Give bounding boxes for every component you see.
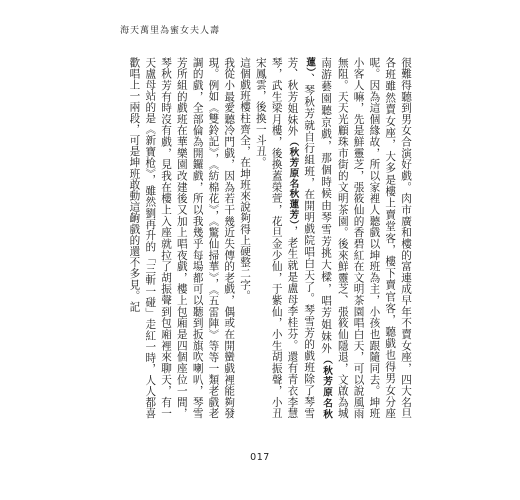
running-head: 海天萬里為蜜女夫人壽 — [120, 26, 221, 36]
page-number: 017 — [250, 452, 270, 463]
inline-note: （秋芳原名秋蓮） — [304, 57, 333, 420]
text-run: 、琴秋芳就自行組班，在開明戲院唱白天了。琴雪芳的戲班除了琴雪芳、秋芳姐妹外 — [286, 57, 316, 419]
paragraph: 這個戲班樓柱齊全，在坤班來說夠得上硬整二字。 — [239, 57, 252, 302]
paragraph: 我從小最愛聽冷門戲，因為若干幾近失傳的老戲，偶或在開蠻戲裡能夠發現。例如《雙鈴記》，《紡棉花》，《驚仙掃華》，《五雷陣》等等一類老戲老調的戲，全部倫為開鑼戲，所以我幾乎每場都可以聽到扳旗吹喇叭，琴雪芳所組的戲班在華樂園改建後又加上唱夜戲，樓上包廂是四個座位一間，琴秋芳有時沒有戲，見我在樓上入座就拉了胡振聲到包廂裡來聊天，有一天盧母站的是《新寶枪》，雖然劉再升的「三斬一碰」走紅一時，人人都喜歡唱上一兩段，可是坤班敢動這齣戲的還不多見。記 — [128, 57, 236, 419]
body-text — [117, 57, 413, 419]
paragraph — [252, 57, 413, 419]
text-run: ，老生就是盧母李桂芬。還有青衣李慧琴，武生梁月樓，後換蓋榮萱，花旦金少仙，于紫仙，小生胡振聲，小丑宋鳳雲，後換一斗丑。 — [254, 57, 299, 420]
text-run: 很難得聽到男女合演好戲。肉市廣和樓的富連成早年不賣女座，四大名旦各班雖然賣女座，大多是樓上賣堂客，樓下賣官客，聽戲也得男女分座呢。因為這個緣故，所以家裡人聽戲以坤班為主，小孩也跟隨同去。坤班小客人嘛，先是鮮靈芝，張筱仙的香碧紅在文明茶園唱白天，可以說風雨無阻。天天光顧珠市街的文明茶園。後來鮮靈芝、張筱仙隱退，文啟為城南游藝園聽京戲，那個時候由琴雪芳挑大樑，唱芳姐妹外 — [320, 57, 412, 419]
inline-note: （秋芳原名秋蓮芳） — [287, 136, 299, 226]
